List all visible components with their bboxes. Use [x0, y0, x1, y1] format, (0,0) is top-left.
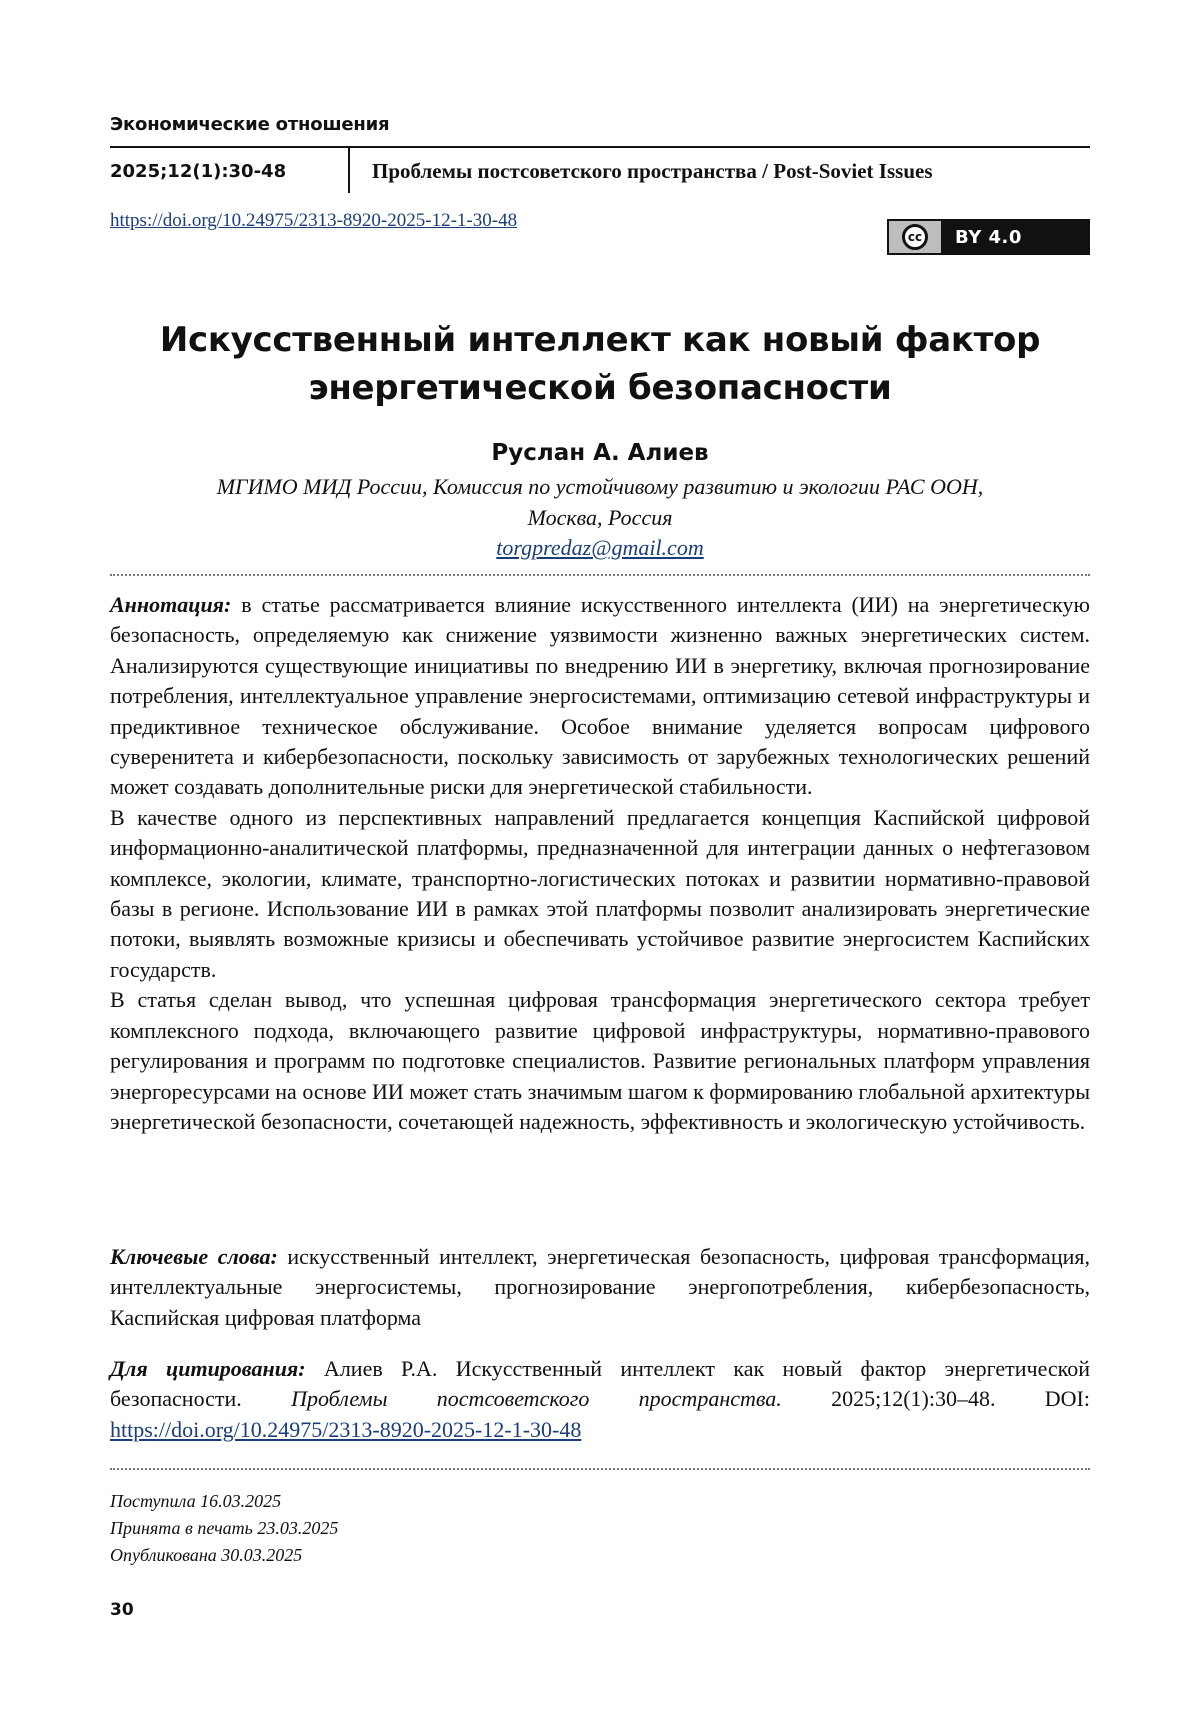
author-email-row: [100, 535, 1100, 561]
citation-text-before: Алиев Р.А. Искусственный интеллект как новый фактор энергетической безопасности.: [110, 1356, 1090, 1411]
header-divider: [348, 147, 350, 193]
publication-dates: [110, 1488, 338, 1569]
cc-badge-left: [889, 221, 941, 253]
dotted-divider-top: [110, 574, 1090, 576]
license-label: BY 4.0: [955, 227, 1022, 248]
author-name: Руслан А. Алиев: [100, 440, 1100, 466]
title-line-2: энергетической безопасности: [100, 364, 1100, 412]
page-number: 30: [110, 1600, 134, 1620]
citation: [110, 1354, 1090, 1445]
affiliation: [100, 471, 1100, 533]
journal-page: [0, 0, 1200, 1710]
volume-pages: 2025;12(1):30-48: [110, 161, 286, 182]
keywords-text: искусственный интеллект, энергетическая безопасность, цифровая трансформация, интеллектуальные энергосистемы, прогнозирование энергопотребления, кибербезопасность, Каспийская цифровая платформа: [110, 1244, 1090, 1330]
cc-license-badge[interactable]: [887, 219, 1090, 255]
journal-name: Проблемы постсоветского пространства / Post-Soviet Issues: [372, 159, 933, 184]
abstract-label: Аннотация:: [110, 592, 231, 617]
creative-commons-icon: cc: [902, 224, 928, 250]
affiliation-line-1: МГИМО МИД России, Комиссия по устойчивому развитию и экологии РАС ООН,: [100, 471, 1100, 502]
date-received: Поступила 16.03.2025: [110, 1488, 338, 1515]
doi-link-top[interactable]: https://doi.org/10.24975/2313-8920-2025-12-1-30-48: [110, 210, 517, 232]
author-email-link[interactable]: torgpredaz@gmail.com: [496, 535, 703, 560]
abstract-paragraph-1: [110, 590, 1090, 803]
dotted-divider-bottom: [110, 1468, 1090, 1470]
citation-text-after: 2025;12(1):30–48. DOI:: [782, 1386, 1090, 1411]
citation-label: Для цитирования:: [110, 1356, 306, 1381]
date-accepted: Принята в печать 23.03.2025: [110, 1515, 338, 1542]
abstract-paragraph-2: В качестве одного из перспективных направлений предлагается концепция Каспийской цифровой информационно-аналитической платформы, предназначенной для интеграции данных о нефтегазовом комплексе, экологии, климате, транспортно-логистических потоках и развитии нормативно-правовой базы в регионе. Использование ИИ в рамках этой платформы позволит анализировать энергетические потоки, выявлять возможные кризисы и обеспечивать устойчивое развитие энергосистем Каспийских государств.: [110, 803, 1090, 985]
header-rule: [110, 146, 1090, 148]
date-published: Опубликована 30.03.2025: [110, 1542, 338, 1569]
affiliation-line-2: Москва, Россия: [100, 502, 1100, 533]
abstract-paragraph-3: В статья сделан вывод, что успешная цифровая трансформация энергетического сектора требует комплексного подхода, включающего развитие цифровой инфраструктуры, нормативно-правового регулирования и программ по подготовке специалистов. Развитие региональных платформ управления энергоресурсами на основе ИИ может стать значимым шагом к формированию глобальной архитектуры энергетической безопасности, сочетающей надежность, эффективность и экологическую устойчивость.: [110, 985, 1090, 1137]
article-title: [100, 316, 1100, 412]
citation-doi-link[interactable]: https://doi.org/10.24975/2313-8920-2025-12-1-30-48: [110, 1417, 581, 1442]
title-line-1: Искусственный интеллект как новый фактор: [100, 316, 1100, 364]
citation-journal: Проблемы постсоветского пространства.: [291, 1386, 782, 1411]
keywords-label: Ключевые слова:: [110, 1244, 278, 1269]
section-title: Экономические отношения: [110, 114, 389, 135]
abstract: [110, 590, 1090, 1137]
keywords: [110, 1242, 1090, 1333]
abstract-text-1: в статье рассматривается влияние искусственного интеллекта (ИИ) на энергетическую безопасность, определяемую как снижение уязвимости жизненно важных энергетических систем. Анализируются существующие инициативы по внедрению ИИ в энергетику, включая прогнозирование потребления, интеллектуальное управление энергосистемами, оптимизацию сетевой инфраструктуры и предиктивное техническое обслуживание. Особое внимание уделяется вопросам цифрового суверенитета и кибербезопасности, поскольку зависимость от зарубежных технологических решений может создавать дополнительные риски для энергетической стабильности.: [110, 592, 1090, 799]
